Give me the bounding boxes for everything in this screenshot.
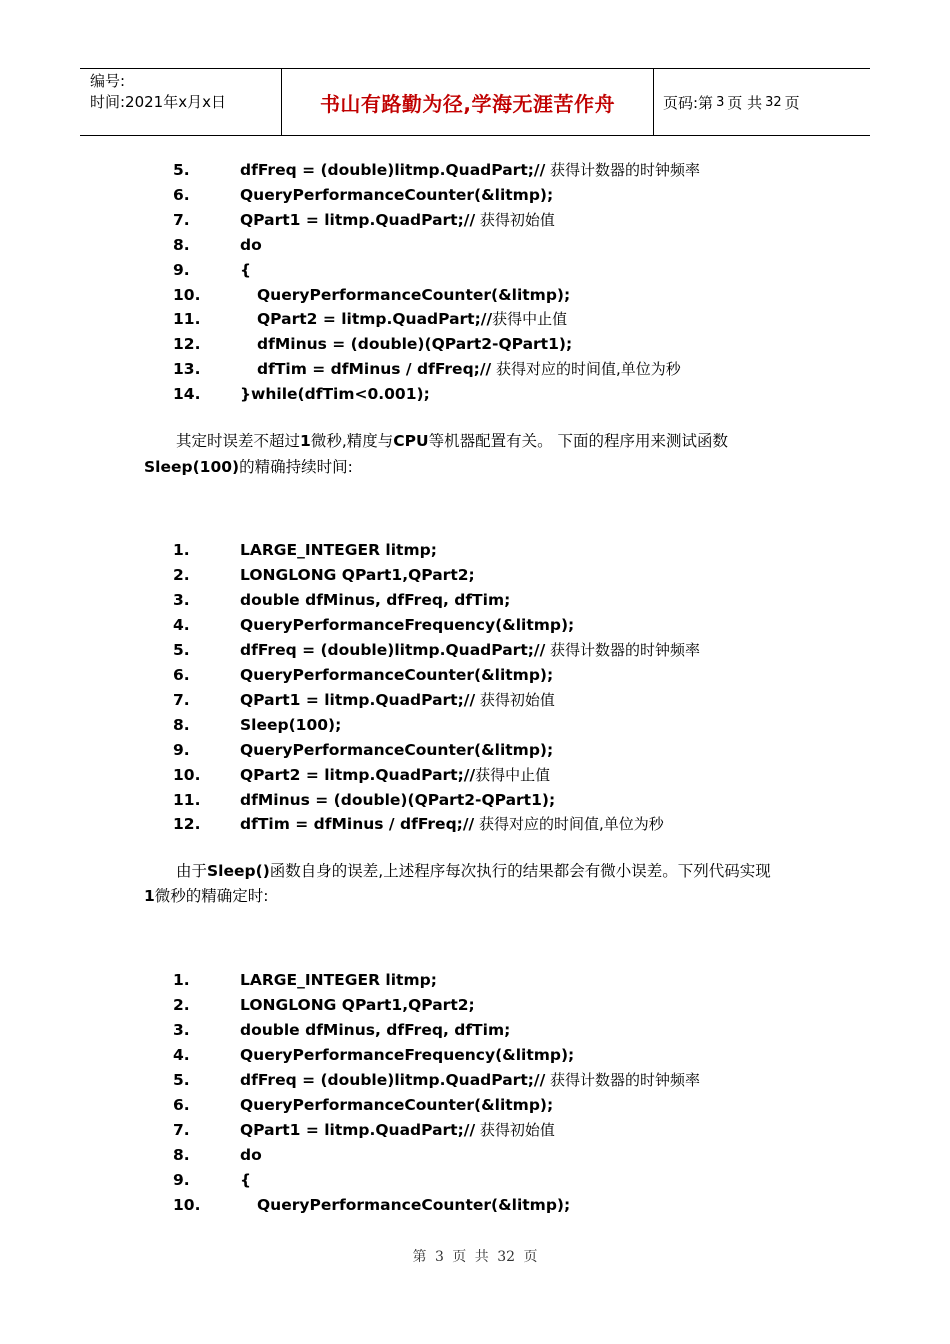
code-text [240,384,430,404]
line-number: 9. [173,740,190,759]
line-number: 11. [173,790,201,809]
code-statement: dfTim = dfMinus / dfFreq;// [257,360,492,379]
code-statement: QueryPerformanceCounter(&litmp); [240,185,554,204]
code-comment: 获得中止值 [475,765,551,784]
code-text [240,640,700,660]
code-statement: QueryPerformanceCounter(&litmp); [240,740,554,759]
code-statement: LONGLONG QPart1,QPart2; [240,995,475,1014]
line-number: 8. [173,235,190,254]
serial-label: 编号: [90,72,126,90]
code-statement: QueryPerformanceCounter(&litmp); [240,665,554,684]
code-statement: QueryPerformanceCounter(&litmp); [240,1095,554,1114]
line-number: 10. [173,285,201,304]
line-number: 10. [173,765,201,784]
code-text [240,1120,555,1140]
paragraph-1-line-2: Sleep(100)的精确持续时间: [144,458,353,476]
line-number: 1. [173,541,190,559]
paragraph-1-line-1: 其定时误差不超过1微秒,精度与CPU等机器配置有关。 下面的程序用来测试函数 [176,432,729,450]
code-statement: QueryPerformanceCounter(&litmp); [257,1195,571,1214]
code-text [240,690,555,710]
code-statement: { [240,1170,252,1189]
line-number: 8. [173,1145,190,1164]
code-statement: { [240,260,252,279]
code-statement: QPart2 = litmp.QuadPart;// [240,765,476,784]
code-text [240,235,262,255]
code-text [240,590,510,610]
code-text [257,334,572,354]
code-statement: QueryPerformanceCounter(&litmp); [257,285,571,304]
page-current: 3 [716,94,725,110]
code-statement: dfFreq = (double)litmp.QuadPart;// [240,640,546,659]
line-number: 8. [173,715,190,734]
code-statement: QueryPerformanceFrequency(&litmp); [240,1045,575,1064]
code-statement: dfFreq = (double)litmp.QuadPart;// [240,161,546,179]
code-text [240,1170,251,1190]
code-comment: 获得计数器的时钟频率 [545,640,701,659]
code-statement: }while(dfTim<0.001); [240,385,430,404]
code-text [240,1045,574,1065]
page-suffix: 页 [784,93,800,112]
line-number: 7. [173,1120,190,1139]
code-statement: dfFreq = (double)litmp.QuadPart;// [240,1070,546,1089]
line-number: 13. [173,360,201,379]
page-footer: 第 3 页 共 32 页 [412,1249,538,1265]
line-number: 5. [173,1070,190,1089]
code-text [257,1195,570,1215]
code-text [240,790,555,810]
code-statement: double dfMinus, dfFreq, dfTim; [240,1020,511,1039]
page-prefix: 页码:第 [663,93,714,112]
code-text [240,1145,262,1165]
line-number: 5. [173,640,190,659]
code-statement: QPart1 = litmp.QuadPart;// [240,1120,476,1139]
code-text [240,765,550,785]
line-number: 7. [173,690,190,709]
code-text [257,309,567,329]
code-comment: 获得计数器的时钟频率 [545,1070,701,1089]
code-statement: double dfMinus, dfFreq, dfTim; [240,590,511,609]
line-number: 6. [173,185,190,204]
code-text [240,995,475,1015]
code-comment: 获得初始值 [475,690,555,709]
line-number: 1. [173,971,190,989]
header-meta [80,69,281,135]
line-number: 4. [173,615,190,634]
page-header [80,68,870,136]
code-text [257,359,681,379]
code-statement: LARGE_INTEGER litmp; [240,971,437,989]
code-text [240,1070,700,1090]
line-number: 9. [173,260,190,279]
paragraph-2 [144,859,771,909]
line-number: 2. [173,565,190,584]
code-statement: QPart1 = litmp.QuadPart;// [240,690,476,709]
code-text [240,185,553,205]
code-comment: 获得初始值 [475,1120,555,1139]
code-comment: 获得对应的时间值,单位为秒 [491,360,681,379]
line-number: 14. [173,385,201,404]
code-statement: Sleep(100); [240,715,342,734]
paragraph-2-line-1: 由于Sleep()函数自身的误差,上述程序每次执行的结果都会有微小误差。下列代码实现 [176,862,771,880]
code-comment: 获得对应的时间值,单位为秒 [474,815,664,834]
code-text [240,210,555,230]
code-statement: QueryPerformanceFrequency(&litmp); [240,615,575,634]
code-text [240,1095,553,1115]
code-statement: do [240,235,262,254]
code-statement: dfMinus = (double)(QPart2-QPart1); [240,790,556,809]
code-comment: 获得计数器的时钟频率 [545,161,701,179]
line-number: 5. [173,161,190,179]
paragraph-1 [144,429,728,480]
code-text [240,740,553,760]
line-number: 4. [173,1045,190,1064]
code-statement: dfTim = dfMinus / dfFreq;// [240,815,475,834]
line-number: 10. [173,1195,201,1214]
code-statement: LARGE_INTEGER litmp; [240,541,437,559]
code-text [240,540,437,560]
line-number: 11. [173,310,201,329]
line-number: 12. [173,335,201,354]
code-text [240,715,341,735]
line-number: 7. [173,210,190,229]
header-motto: 书山有路勤为径,学海无涯苦作舟 [281,69,654,135]
code-text [240,1020,510,1040]
code-text [257,285,570,305]
line-number: 6. [173,1095,190,1114]
code-text [240,615,574,635]
line-number: 2. [173,995,190,1014]
line-number: 9. [173,1170,190,1189]
code-text [240,565,475,585]
line-number: 12. [173,815,201,834]
code-statement: QPart2 = litmp.QuadPart;// [257,310,493,329]
page-mid: 页 共 [727,93,763,112]
code-statement: do [240,1145,262,1164]
code-text [240,665,553,685]
line-number: 3. [173,590,190,609]
code-statement: dfMinus = (double)(QPart2-QPart1); [257,335,573,354]
code-comment: 获得中止值 [492,310,568,329]
page-total: 32 [765,94,782,110]
line-number: 6. [173,665,190,684]
code-text [240,970,437,990]
header-page-number [654,69,870,135]
paragraph-2-line-2: 1微秒的精确定时: [144,887,269,905]
line-number: 3. [173,1020,190,1039]
time-label: 时间:2021年x月x日 [90,93,226,111]
code-statement: QPart1 = litmp.QuadPart;// [240,210,476,229]
code-text [240,814,664,834]
code-text [240,160,700,180]
code-text [240,260,251,280]
code-statement: LONGLONG QPart1,QPart2; [240,565,475,584]
code-comment: 获得初始值 [475,210,555,229]
